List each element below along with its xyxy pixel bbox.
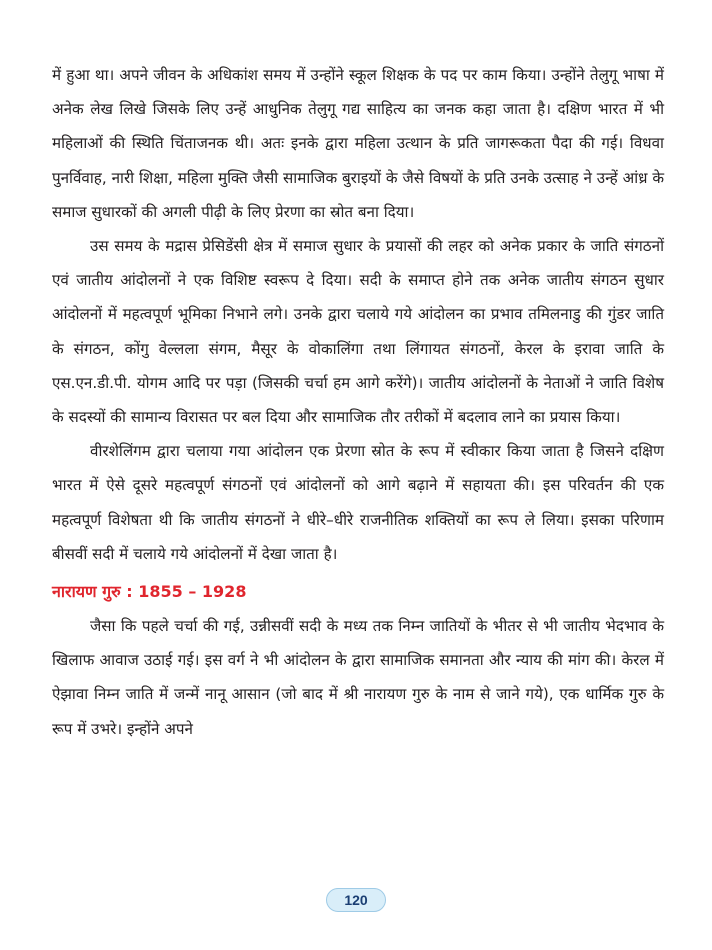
page-content bbox=[52, 58, 664, 746]
section-heading-narayana-guru: नारायण गुरु : 1855 – 1928 bbox=[52, 582, 247, 602]
paragraph-veereshalingam: वीरशेलिंगम द्वारा चलाया गया आंदोलन एक प्रेरणा स्रोत के रूप में स्वीकार किया जाता है जिसने दक्षिण भारत में ऐसे दूसरे महत्वपूर्ण संगठनों एवं आंदोलनों को आगे बढ़ाने में सहायता की। इस परिवर्तन की एक महत्वपूर्ण विशेषता थी कि जातीय संगठनों ने धीरे–धीरे राजनीतिक शक्तियों का रूप ले लिया। इसका परिणाम बीसवीं सदी में चलाये गये आंदोलनों में देखा जाता है। bbox=[52, 442, 664, 563]
page-number-footer bbox=[0, 888, 712, 912]
page-number-badge: 120 bbox=[326, 888, 386, 912]
paragraph-madras-presidency: उस समय के मद्रास प्रेसिडेंसी क्षेत्र में समाज सुधार के प्रयासों की लहर को अनेक प्रकार के जाति संगठनों एवं जातीय आंदोलनों ने एक विशिष्ट स्वरूप दे दिया। सदी के समाप्त होने तक अनेक जातीय संगठन सुधार आंदोलनों में महत्वपूर्ण भूमिका निभाने लगे। उनके द्वारा चलाये गये आंदोलन का प्रभाव तमिलनाडु की गुंडर जाति के संगठन, कोंगु वेल्लला संगम, मैसूर के वोकालिंगा तथा लिंगायत संगठनों, केरल के इरावा जाति के एस.एन.डी.पी. योगम आदि पर पड़ा (जिसकी चर्चा हम आगे करेंगे)। जातीय आंदोलनों के नेताओं ने जाति विशेष के सदस्यों की सामान्य विरासत पर बल दिया और सामाजिक तौर तरीकों में बदलाव लाने का प्रयास किया। bbox=[52, 237, 664, 427]
paragraph-narayana-guru: जैसा कि पहले चर्चा की गई, उन्नीसवीं सदी के मध्य तक निम्न जातियों के भीतर से भी जातीय भेदभाव के खिलाफ आवाज उठाई गई। इस वर्ग ने भी आंदोलन के द्वारा सामाजिक समानता और न्याय की मांग की। केरल में ऐझावा निम्न जाति में जन्में नानू आसान (जो बाद में श्री नारायण गुरु के नाम से जाने गये), एक धार्मिक गुरु के रूप में उभरे। इन्होंने अपने bbox=[52, 617, 664, 738]
paragraph-intro: में हुआ था। अपने जीवन के अधिकांश समय में उन्होंने स्कूल शिक्षक के पद पर काम किया। उन्होंने तेलुगू भाषा में अनेक लेख लिखे जिसके लिए उन्हें आधुनिक तेलुगू गद्य साहित्य का जनक कहा जाता है। दक्षिण भारत में भी महिलाओं की स्थिति चिंताजनक थी। अतः इनके द्वारा महिला उत्थान के प्रति जागरूकता पैदा की गई। विधवा पुनर्विवाह, नारी शिक्षा, महिला मुक्ति जैसी सामाजिक बुराइयों के जैसे विषयों के प्रति उनके उत्साह ने उन्हें आंध्र के समाज सुधारकों की अगली पीढ़ी के लिए प्रेरणा का स्रोत बना दिया। bbox=[52, 66, 664, 221]
